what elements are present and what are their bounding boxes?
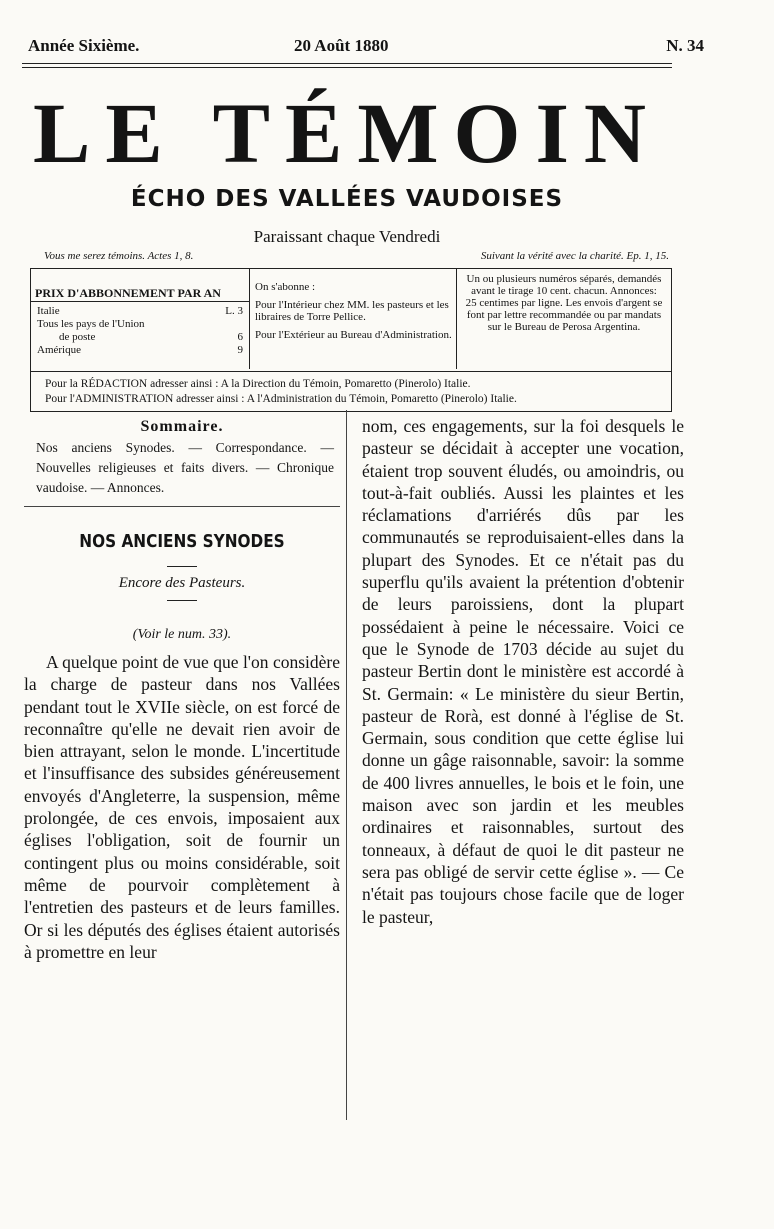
issue-number: N. 34 [666, 36, 704, 55]
article-reference: (Voir le num. 33). [132, 627, 232, 642]
subscription-where-line: On s'abonne : [255, 281, 316, 293]
subscription-box [30, 268, 672, 412]
price-label: Tous les pays de l'Union [37, 318, 145, 330]
title-dash [167, 566, 197, 567]
price-value: 6 [237, 331, 243, 343]
header-rule-double [22, 67, 672, 68]
subscription-where [251, 269, 457, 369]
issue-date: 20 Août 1880 [294, 36, 389, 55]
article-title: NOS ANCIENS SYNODES [79, 531, 285, 552]
price-row [31, 318, 249, 331]
subscription-where-line: Pour l'Intérieur chez MM. les pasteurs et les libraires de Torre Pellice. [255, 299, 449, 323]
issue-year: Année Sixième. [28, 36, 140, 55]
subscription-heading: PRIX D'ABBONNEMENT PAR AN [31, 269, 249, 302]
price-label: Italie [37, 305, 60, 317]
sommaire-rule [24, 506, 340, 507]
newspaper-subtitle: ÉCHO DES VALLÉES VAUDOISES [130, 186, 564, 212]
price-row [31, 305, 249, 318]
issue-header [22, 36, 704, 58]
motto-right: Suivant la vérité avec la charité. Ep. 1, 15. [480, 250, 669, 262]
price-label: Amérique [37, 344, 81, 356]
left-column [24, 418, 340, 963]
price-row [31, 344, 249, 357]
right-column [362, 415, 684, 928]
price-value: 9 [237, 344, 243, 356]
publication-frequency: Paraissant chaque Vendredi [253, 227, 441, 246]
redaction-address: Pour la RÉDACTION adresser ainsi : A la Direction du Témoin, Pomaretto (Pinerolo) Italie. [31, 371, 671, 391]
header-rule [22, 63, 672, 64]
subscription-notes [459, 269, 669, 369]
newspaper-masthead: LE TÉMOIN [32, 85, 662, 181]
subtitle-dash [167, 600, 197, 601]
administration-address: Pour l'ADMINISTRATION adresser ainsi : A l'Administration du Témoin, Pomaretto (Pinerolo) Italie. [45, 393, 517, 405]
subscription-notes-text: Un ou plusieurs numéros séparés, demandés avant le tirage 10 cent. chacun. Annonces: 25 centimes par ligne. Les envois d'argent se font par lettre recommandée ou par mandats sur le Bureau de Perosa Argentina. [465, 273, 663, 333]
price-row [31, 331, 249, 344]
article-subtitle: Encore des Pasteurs. [118, 575, 246, 591]
column-divider [346, 410, 347, 1120]
motto-left: Vous me serez témoins. Actes 1, 8. [44, 250, 194, 262]
sommaire-title: Sommaire. [140, 418, 224, 435]
sommaire-text: Nos anciens Synodes. — Correspondance. — Nouvelles religieuses et faits divers. — Chronique vaudoise. — Annonces. [36, 440, 334, 495]
subscription-prices [31, 269, 250, 369]
article-body-left: A quelque point de vue que l'on considère la charge de pasteur dans nos Vallées pendant tout le XVIIe siècle, on est forcé de reconnaître qu'elle ne devait rien avoir de bien attrayant, selon le monde. L'incertitude et l'insuffisance des subsides généreusement envoyés d'Angleterre, la suspension, même prolongée, de ces envois, imposaient aux églises l'obligation, soit de fournir un contingent plus ou moins considérable, soit même de pourvoir complètement à l'entretien des pasteurs et de leurs familles. Or si les députés des églises étaient autorisés à promettre en leur [24, 652, 340, 962]
subscription-where-line: Pour l'Extérieur au Bureau d'Administration. [255, 329, 452, 341]
article-body-right: nom, ces engagements, sur la foi desquels le pasteur se décidait à accepter une vocation, étaient trop souvent éludés, ou amoindris, ou tout-à-fait oubliés. Aussi les plaintes et les réclamations d'arriérés dûs par les communautés se reproduisaient-elles dans la plupart des Synodes. Et ce n'était pas du superflu qu'ils avaient la prétention d'obtenir de leurs paroissiens, dont la plupart possédaient à peine le nécessaire. Voici ce que le Synode de 1703 décide au sujet du pasteur Bertin dont le ministère est accordé à St. Germain: « Le ministère du sieur Bertin, pasteur de Rorà, est donné à l'église de St. Germain, sous condition que cette église lui donne un gâge raisonnable, savoir: la somme de 400 livres annuelles, le bois et le foin, une maison avec son jardin et les meubles ordinaires et raisonnables, surtout des tonneaux, à défaut de quoi le dit pasteur ne sera pas obligé de servir cette église ». — Ce n'était pas toujours chose facile que de loger le pasteur, [362, 416, 684, 927]
price-label: de poste [59, 331, 96, 343]
price-value: L. 3 [225, 305, 243, 317]
